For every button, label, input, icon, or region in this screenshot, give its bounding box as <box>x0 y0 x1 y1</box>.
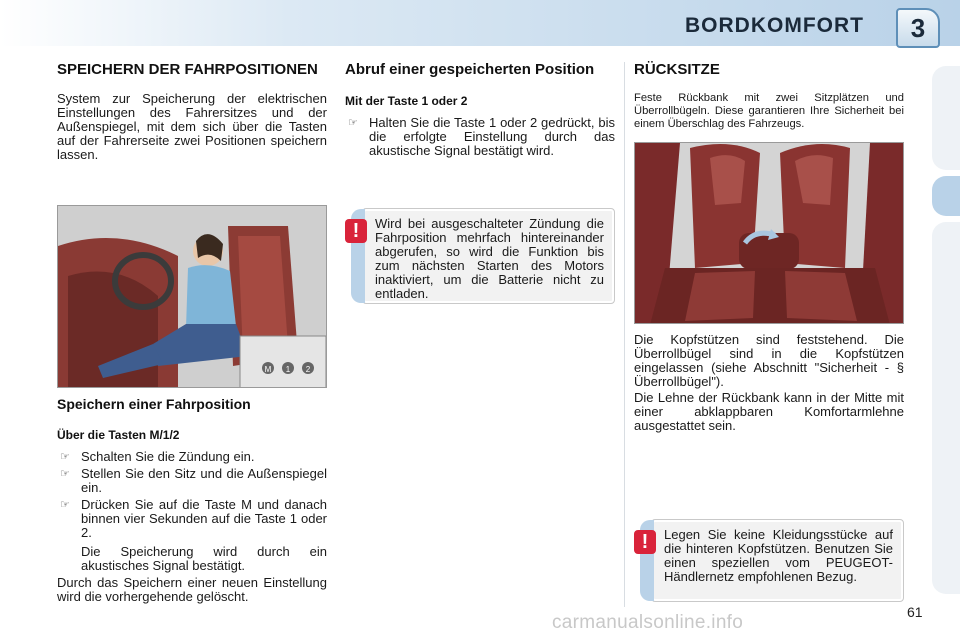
right-column-lower <box>634 333 904 433</box>
memory-button-1-icon: 1 <box>285 365 291 374</box>
pointing-hand-icon: ☞ <box>348 117 358 129</box>
driver-seat-illustration <box>58 206 327 388</box>
bullet-item: ☞ Drücken Sie auf die Taste M und danach binnen vier Sekunden auf die Taste 1 oder 2. <box>60 497 327 540</box>
side-tab-next[interactable] <box>932 222 960 594</box>
warning-icon: ! <box>634 530 656 554</box>
rear-seats-illustration <box>635 143 904 324</box>
pointing-hand-icon: ☞ <box>60 451 70 463</box>
bullet-item: ☞ Halten Sie die Taste 1 oder 2 gedrückt, bis die erfolgte Einstellung durch das akustische Signal bestätigt wird. <box>348 115 615 158</box>
sub-subheading-tasten: Über die Tasten M/1/2 <box>57 428 180 442</box>
memory-button-2-icon: 2 <box>305 365 311 374</box>
side-tab-previous[interactable] <box>932 66 960 170</box>
subheading-speichern: Speichern einer Fahrposition <box>57 396 251 412</box>
rear-seats-photo <box>634 142 904 324</box>
watermark: carmanualsonline.info <box>552 612 744 633</box>
pointing-hand-icon: ☞ <box>60 499 70 511</box>
section-heading-abruf: Abruf einer gespeicherten Position <box>345 61 595 78</box>
warning-icon: ! <box>345 219 367 243</box>
right-column <box>634 62 904 131</box>
warning-box-ignition <box>352 208 615 304</box>
confirmation-text: Die Speicherung wird durch ein akustisches Signal bestätigt. <box>81 544 327 573</box>
chapter-badge <box>896 8 940 48</box>
page-number: 61 <box>907 604 923 620</box>
left-column <box>57 62 327 162</box>
bullet-item: ☞ Stellen Sie den Sitz und die Außenspiegel ein. <box>60 466 327 495</box>
sub-heading-taste: Mit der Taste 1 oder 2 <box>345 94 468 108</box>
side-tab-current[interactable] <box>932 176 960 216</box>
chapter-number: 3 <box>910 13 926 43</box>
memory-button-m-icon: M <box>264 365 272 374</box>
column-divider <box>624 62 625 607</box>
middle-column <box>345 62 615 158</box>
pointing-hand-icon: ☞ <box>60 468 70 480</box>
overwrite-note: Durch das Speichern einer neuen Einstellung wird die vorhergehende gelöscht. <box>57 575 327 604</box>
section-heading-speichern: SPEICHERN DER FAHRPOSITIONEN <box>57 61 318 78</box>
headrest-text: Die Kopfstützen sind feststehend. Die Überrollbügel sind in die Kopfstützen eingelassen (siehe Abschnitt "Sicherheit - § Überrollbügel"). <box>634 332 904 389</box>
bullet-item: ☞ Schalten Sie die Zündung ein. <box>60 449 255 464</box>
warning-text: Wird bei ausgeschalteter Zündung die Fahrposition mehrfach hintereinander abgerufen, so wird die Funktion bis zum nächsten Starten des Motors inaktiviert, um die Batterie nicht zu entladen. <box>375 216 604 301</box>
ruecksitze-intro: Feste Rückbank mit zwei Sitzplätzen und Überrollbügeln. Diese garantieren Ihre Sicherheit bei einem Überschlag des Fahrzeugs. <box>634 92 904 130</box>
armrest-text: Die Lehne der Rückbank kann in der Mitte mit einer abklappbaren Komfortarmlehne ausgestattet sein. <box>634 390 904 433</box>
warning-box-headrest <box>641 519 904 602</box>
driver-seat-photo <box>57 205 327 388</box>
warning-text: Legen Sie keine Kleidungsstücke auf die hinteren Kopfstützen. Benutzen Sie einen speziellen vom PEUGEOT-Händlernetz empfohlenen Bezug. <box>664 527 893 584</box>
left-column-lower <box>57 396 327 604</box>
chapter-title: BORDKOMFORT <box>685 14 864 37</box>
section-heading-ruecksitze: RÜCKSITZE <box>634 61 720 78</box>
intro-text: System zur Speicherung der elektrischen Einstellungen des Fahrersitzes und der Außenspiegel, mit dem sich über die Tasten auf der Fahrerseite zwei Positionen speichern lassen. <box>57 91 327 162</box>
